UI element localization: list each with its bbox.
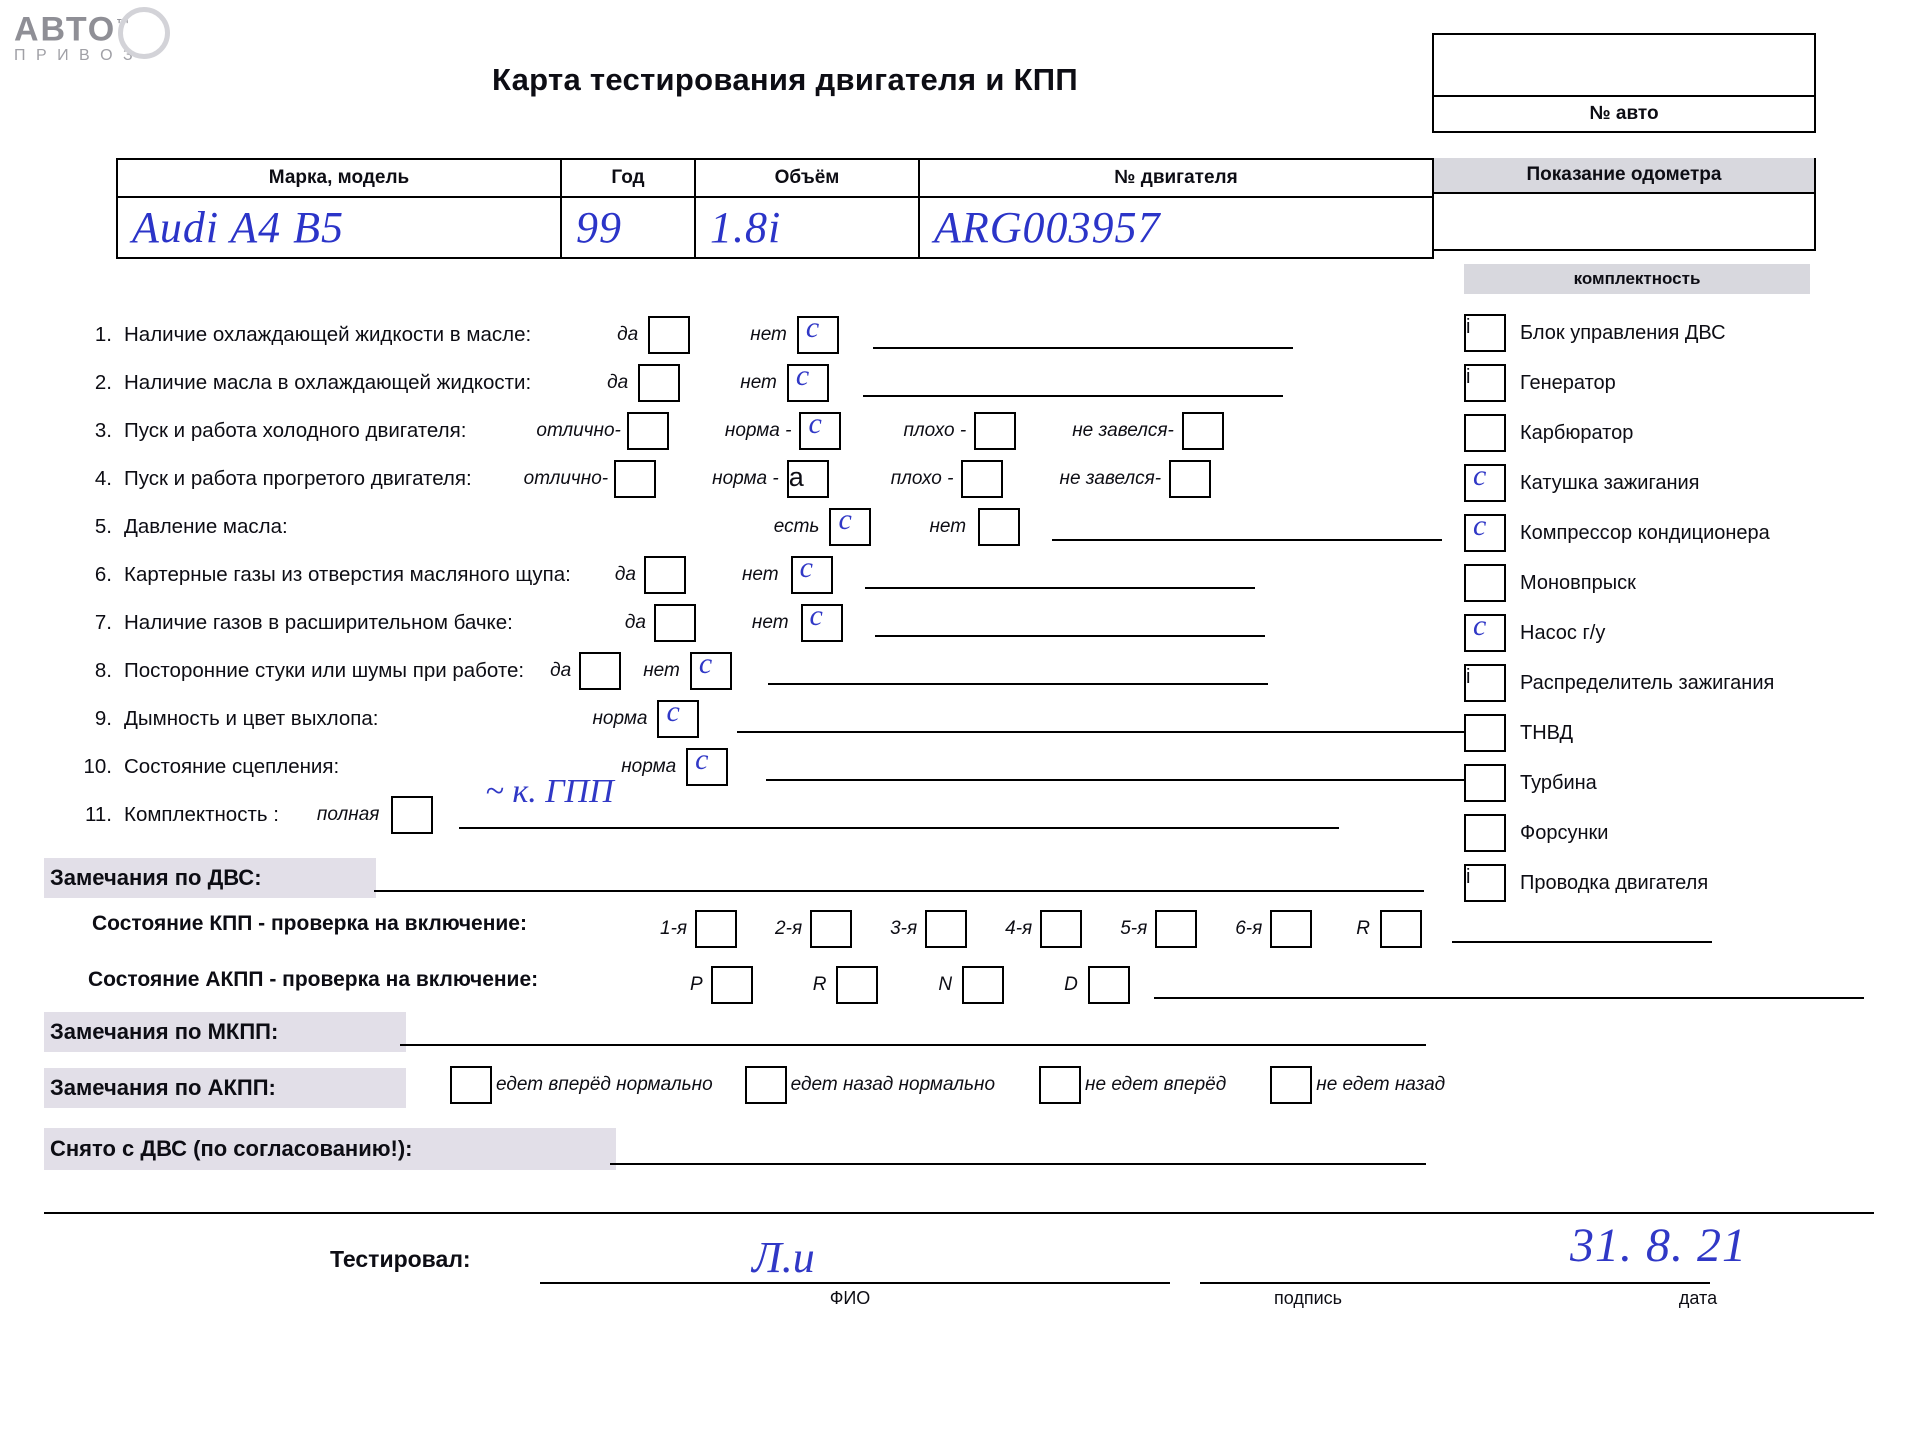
- akpp-label: Состояние АКПП - проверка на включение:: [88, 968, 539, 991]
- checkbox-no-back[interactable]: [1270, 1066, 1312, 1104]
- komplektnost-item-turbine[interactable]: [1464, 766, 1597, 800]
- komplektnost-header: комплектность: [1464, 264, 1810, 294]
- note-line[interactable]: [863, 369, 1283, 397]
- completeness-handwritten: ~ к. ГПП: [485, 773, 614, 810]
- item-number: 10.: [83, 755, 112, 778]
- kpp-label: Состояние КПП - проверка на включение:: [92, 912, 527, 935]
- gear-label: R: [1356, 918, 1371, 939]
- checkbox-moves-back-ok[interactable]: [745, 1066, 787, 1104]
- opt-label: плохо -: [890, 468, 954, 489]
- signature-handwritten: Л.и: [752, 1233, 815, 1282]
- opt-label: норма: [621, 756, 677, 777]
- checkbox-gear-3[interactable]: [925, 910, 967, 948]
- col-year: Год: [561, 159, 695, 197]
- akpp-gear-boxes: [690, 968, 1864, 1002]
- col-engine-number: № двигателя: [919, 159, 1433, 197]
- auto-number-label: № авто: [1434, 95, 1814, 131]
- item-text: Пуск и работа холодного двигателя:: [124, 419, 467, 442]
- komplektnost-item-ecu[interactable]: [1464, 316, 1726, 350]
- label: Генератор: [1520, 371, 1616, 394]
- checkbox-mode-r[interactable]: [836, 966, 878, 1004]
- vehicle-header-table: [116, 158, 1434, 259]
- removed-parts-line[interactable]: [610, 1163, 1426, 1165]
- dvs-notes-line[interactable]: [374, 890, 1424, 892]
- label: Распределитель зажигания: [1520, 671, 1775, 694]
- opt-label: да: [607, 372, 629, 393]
- checklist-row-1: [78, 318, 1293, 352]
- komplektnost-item-tnvd[interactable]: [1464, 716, 1573, 750]
- checklist-row-4: [78, 462, 1211, 496]
- gear-label: 5-я: [1120, 918, 1148, 939]
- opt-label: норма: [592, 708, 648, 729]
- checkbox[interactable]: [1464, 464, 1506, 502]
- opt-label: не завелся-: [1072, 420, 1174, 441]
- checkbox-yes[interactable]: [654, 604, 696, 642]
- item-text: Наличие охлаждающей жидкости в масле:: [124, 323, 532, 346]
- checkbox-mode-n[interactable]: [962, 966, 1004, 1004]
- label: Компрессор кондиционера: [1520, 521, 1770, 544]
- item-number: 4.: [94, 467, 112, 490]
- akpp-note-line[interactable]: [1154, 971, 1864, 999]
- item-number: 8.: [94, 659, 112, 682]
- signature-caption: подпись: [1273, 1288, 1343, 1308]
- item-text: Дымность и цвет выхлопа:: [124, 707, 379, 730]
- label: Проводка двигателя: [1520, 871, 1709, 894]
- opt-label: нет: [929, 516, 967, 537]
- label: Блок управления ДВС: [1520, 321, 1726, 344]
- checklist-row-11: [78, 773, 1339, 832]
- kpp-gear-boxes: [660, 912, 1712, 946]
- opt-label: да: [550, 660, 572, 681]
- value-volume[interactable]: 1.8i: [695, 197, 919, 258]
- checkbox-gear-r[interactable]: [1380, 910, 1422, 948]
- opt-label: нет: [741, 564, 779, 585]
- label: Турбина: [1520, 771, 1597, 794]
- checkbox-excellent[interactable]: [614, 460, 656, 498]
- checkbox-mode-d[interactable]: [1088, 966, 1130, 1004]
- checkbox-mode-p[interactable]: [711, 966, 753, 1004]
- item-text: Посторонние стуки или шумы при работе:: [124, 659, 525, 682]
- footer-divider: [44, 1212, 1874, 1214]
- checkbox-normal[interactable]: [686, 748, 728, 786]
- checkbox-excellent[interactable]: [627, 412, 669, 450]
- komplektnost-item-engine-wiring[interactable]: [1464, 866, 1708, 900]
- checkbox-gear-4[interactable]: [1040, 910, 1082, 948]
- removed-parts-label: Снято с ДВС (по согласованию!):: [44, 1128, 616, 1170]
- kpp-note-line[interactable]: [1452, 915, 1712, 943]
- label: ТНВД: [1520, 721, 1574, 744]
- checkbox-gear-5[interactable]: [1155, 910, 1197, 948]
- item-number: 2.: [94, 371, 112, 394]
- checkbox[interactable]: [1464, 314, 1506, 352]
- item-text: Пуск и работа прогретого двигателя:: [124, 467, 472, 490]
- opt-label: нет: [751, 612, 789, 633]
- opt-label: отлично-: [523, 468, 609, 489]
- item-text: Картерные газы из отверстия масляного щупа:: [124, 563, 571, 586]
- opt-label: не завелся-: [1059, 468, 1162, 489]
- note-line[interactable]: [1052, 513, 1442, 541]
- col-make-model: Марка, модель: [117, 159, 561, 197]
- checkbox-no[interactable]: [690, 652, 732, 690]
- gear-label: 3-я: [890, 918, 918, 939]
- odometer-label: Показание одометра: [1432, 158, 1816, 194]
- gear-label: P: [690, 974, 703, 995]
- checkbox[interactable]: [1464, 714, 1506, 752]
- item-text: Наличие газов в расширительном бачке:: [124, 611, 513, 634]
- opt-label: отлично-: [536, 420, 621, 441]
- opt-label: нет: [643, 660, 680, 681]
- opt-label: не едет вперёд: [1085, 1074, 1227, 1095]
- date-caption: дата: [1678, 1288, 1718, 1308]
- checkbox-normal[interactable]: [657, 700, 699, 738]
- komplektnost-item-ignition-coil[interactable]: [1464, 466, 1700, 500]
- checkbox-yes[interactable]: [579, 652, 621, 690]
- opt-label: да: [614, 564, 636, 585]
- opt-label: есть: [773, 516, 820, 537]
- checkbox-not-started[interactable]: [1182, 412, 1224, 450]
- tester-label: Тестировал:: [330, 1246, 471, 1272]
- komplektnost-item-carburetor[interactable]: [1464, 416, 1633, 450]
- checkbox[interactable]: [1464, 764, 1506, 802]
- mkpp-notes-label: Замечания по МКПП:: [44, 1012, 406, 1052]
- checkbox-no[interactable]: [801, 604, 843, 642]
- opt-label: да: [624, 612, 646, 633]
- komplektnost-item-distributor[interactable]: [1464, 666, 1774, 700]
- opt-label: норма -: [724, 420, 792, 441]
- opt-label: нет: [750, 324, 787, 345]
- checkbox-gear-6[interactable]: [1270, 910, 1312, 948]
- checkbox-yes[interactable]: [648, 316, 690, 354]
- checkbox[interactable]: [1464, 564, 1506, 602]
- checklist-row-7: [78, 606, 1265, 640]
- item-number: 9.: [94, 707, 112, 730]
- label: Насос г/у: [1520, 621, 1606, 644]
- checklist-row-9: [78, 702, 1467, 736]
- col-volume: Объём: [695, 159, 919, 197]
- checkbox[interactable]: [1464, 814, 1506, 852]
- page-title: Карта тестирования двигателя и КПП: [492, 62, 1078, 97]
- item-number: 5.: [94, 515, 112, 538]
- komplektnost-item-injectors[interactable]: [1464, 816, 1608, 850]
- note-line[interactable]: [768, 657, 1268, 685]
- komplektnost-item-monoinjection[interactable]: [1464, 566, 1636, 600]
- komplektnost-item-ps-pump[interactable]: [1464, 616, 1605, 650]
- opt-label: нет: [740, 372, 777, 393]
- checklist-row-6: [78, 558, 1255, 592]
- checkbox-normal[interactable]: [787, 460, 829, 498]
- item-number: 1.: [94, 323, 112, 346]
- akpp-notes-label: Замечания по АКПП:: [44, 1068, 406, 1108]
- gear-label: 1-я: [660, 918, 688, 939]
- note-line[interactable]: [865, 561, 1255, 589]
- checkbox-normal[interactable]: [799, 412, 841, 450]
- opt-label: едет вперёд нормально: [496, 1074, 713, 1095]
- gear-label: R: [812, 974, 827, 995]
- checkbox-gear-1[interactable]: [695, 910, 737, 948]
- checkbox-bad[interactable]: [974, 412, 1016, 450]
- checklist-row-3: [78, 414, 1224, 448]
- gear-label: D: [1064, 974, 1078, 995]
- checklist-row-8: [78, 654, 1268, 688]
- komplektnost-item-generator[interactable]: [1464, 366, 1616, 400]
- dvs-notes-label: Замечания по ДВС:: [44, 858, 376, 898]
- completeness-note-line[interactable]: [459, 773, 1339, 829]
- logo-text-top: АВТО™: [14, 10, 132, 49]
- gear-label: 4-я: [1005, 918, 1033, 939]
- komplektnost-item-ac-compressor[interactable]: [1464, 516, 1770, 550]
- gear-label: N: [938, 974, 953, 995]
- note-line[interactable]: [873, 321, 1293, 349]
- logo: [14, 6, 174, 80]
- label: Карбюратор: [1520, 421, 1634, 444]
- checkbox[interactable]: [1464, 414, 1506, 452]
- fio-line[interactable]: [540, 1282, 1170, 1284]
- logo-text-bottom: П Р И В О З: [14, 47, 136, 65]
- checkbox[interactable]: [1464, 664, 1506, 702]
- akpp-options: [450, 1068, 1445, 1102]
- item-number: 3.: [94, 419, 112, 442]
- checkbox-absent[interactable]: [978, 508, 1020, 546]
- value-make-model[interactable]: Audi A4 B5: [117, 197, 561, 258]
- checkbox-bad[interactable]: [961, 460, 1003, 498]
- checkbox-full[interactable]: [391, 796, 433, 834]
- logo-ring-icon: [118, 7, 170, 59]
- checkbox-no[interactable]: [787, 364, 829, 402]
- date-handwritten: 31. 8. 21: [1570, 1219, 1747, 1272]
- checkbox[interactable]: [1464, 614, 1506, 652]
- label: Моновпрыск: [1520, 571, 1636, 594]
- opt-label: полная: [316, 804, 380, 825]
- value-engine-number[interactable]: ARG003957: [919, 197, 1433, 258]
- item-text: Давление масла:: [124, 515, 288, 538]
- checkbox[interactable]: [1464, 514, 1506, 552]
- note-line[interactable]: [875, 609, 1265, 637]
- checklist-row-5: [78, 510, 1442, 544]
- odometer-value[interactable]: [1432, 192, 1816, 251]
- checkbox-present[interactable]: [829, 508, 871, 546]
- opt-label: не едет назад: [1316, 1074, 1446, 1095]
- opt-label: плохо -: [903, 420, 967, 441]
- item-number: 6.: [94, 563, 112, 586]
- checkbox-not-started[interactable]: [1169, 460, 1211, 498]
- opt-label: едет назад нормально: [790, 1074, 996, 1095]
- value-year[interactable]: 99: [561, 197, 695, 258]
- fio-caption: ФИО: [829, 1288, 871, 1308]
- item-text: Наличие масла в охлаждающей жидкости:: [124, 371, 532, 394]
- checklist-row-10: [78, 750, 1496, 784]
- gear-label: 2-я: [775, 918, 803, 939]
- checkbox-yes[interactable]: [638, 364, 680, 402]
- auto-number-box[interactable]: [1432, 33, 1816, 133]
- label: Форсунки: [1520, 821, 1609, 844]
- checkbox-no-forward[interactable]: [1039, 1066, 1081, 1104]
- opt-label: норма -: [712, 468, 779, 489]
- mkpp-notes-line[interactable]: [400, 1044, 1426, 1046]
- note-line[interactable]: [766, 753, 1496, 781]
- checkbox-yes[interactable]: [644, 556, 686, 594]
- opt-label: да: [617, 324, 639, 345]
- item-text: Состояние сцепления:: [124, 755, 340, 778]
- item-number: 11.: [85, 803, 112, 826]
- item-text: Комплектность :: [124, 803, 279, 826]
- note-line[interactable]: [737, 705, 1467, 733]
- label: Катушка зажигания: [1520, 471, 1700, 494]
- checkbox-moves-forward-ok[interactable]: [450, 1066, 492, 1104]
- item-number: 7.: [94, 611, 112, 634]
- gear-label: 6-я: [1235, 918, 1263, 939]
- checkbox[interactable]: [1464, 864, 1506, 902]
- checkbox-no[interactable]: [791, 556, 833, 594]
- signature-line[interactable]: [1200, 1282, 1710, 1284]
- checklist-row-2: [78, 366, 1283, 400]
- checkbox[interactable]: [1464, 364, 1506, 402]
- checkbox-no[interactable]: [797, 316, 839, 354]
- checkbox-gear-2[interactable]: [810, 910, 852, 948]
